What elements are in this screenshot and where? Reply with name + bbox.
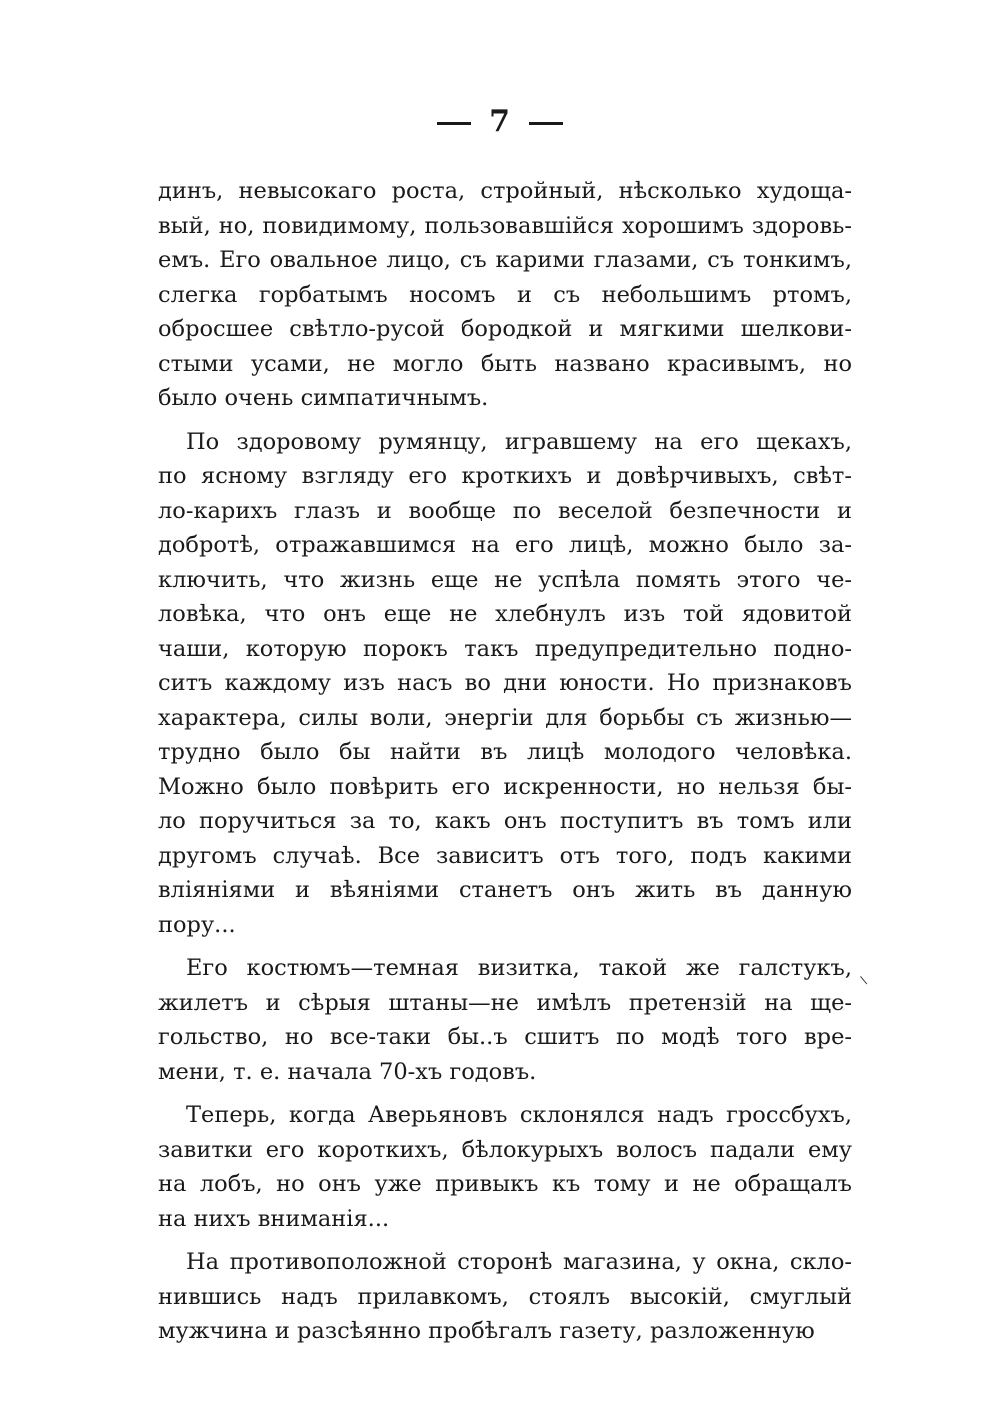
paragraph-gap — [158, 1236, 852, 1245]
text-line: гольство, но все-таки бы..ъ сшитъ по модѣ того вре- — [158, 1024, 852, 1050]
text-line: на лобъ, но онъ уже привыкъ къ тому и не обращалъ — [158, 1171, 852, 1197]
text-line: динъ, невысокаго роста, стройный, нѣсколько худоща- — [158, 178, 852, 204]
print-speck — [860, 970, 875, 985]
text-line: Теперь, когда Аверьяновъ склонялся надъ гроссбухъ, — [186, 1102, 852, 1128]
page-number-header — [0, 104, 1000, 139]
text-line: нившись надъ прилавкомъ, стоялъ высокій, смуглый — [158, 1283, 852, 1310]
paragraph-gap — [158, 416, 852, 425]
text-line: добротѣ, отражавшимся на его лицѣ, можно было за- — [158, 532, 852, 558]
text-line: слегка горбатымъ носомъ и съ небольшимъ ртомъ, — [158, 281, 852, 308]
text-line: пору... — [158, 911, 236, 938]
text-line: ло поручиться за то, какъ онъ поступитъ въ томъ или — [158, 808, 852, 834]
text-line: было очень симпатичнымъ. — [158, 385, 489, 411]
paragraph — [158, 425, 852, 943]
text-line: ключить, что жизнь еще не успѣла помять этого че- — [158, 566, 852, 593]
paragraph — [158, 174, 852, 416]
text-line: емъ. Его овальное лицо, съ карими глазами, съ тонкимъ, — [158, 247, 852, 273]
paragraph — [158, 951, 852, 1089]
text-line: чаши, которую порокъ такъ предупредительно подно- — [158, 635, 852, 662]
text-line: трудно было бы найти въ лицѣ молодого человѣка. — [158, 739, 852, 765]
text-line: характера, силы воли, энергіи для борьбы съ жизнью— — [158, 704, 852, 731]
page-number: 7 — [489, 104, 511, 139]
text-line: Его костюмъ—темная визитка, такой же галстукъ, — [186, 955, 852, 981]
text-line: по ясному взгляду его кроткихъ и довѣрчивыхъ, свѣт- — [158, 463, 852, 489]
paragraph-gap — [158, 1089, 852, 1098]
text-line: на нихъ вниманія... — [158, 1205, 390, 1232]
paragraph — [158, 1098, 852, 1236]
text-line: мени, т. е. начала 70-хъ годовъ. — [158, 1058, 537, 1085]
text-line: ситъ каждому изъ насъ во дни юности. Но признаковъ — [158, 670, 852, 696]
text-line: вый, но, повидимому, пользовавшійся хорошимъ здоровь- — [158, 212, 852, 239]
text-line: другомъ случаѣ. Все зависитъ отъ того, подъ какими — [158, 842, 852, 869]
paragraph-gap — [158, 942, 852, 951]
text-line: ловѣка, что онъ еще не хлебнулъ изъ той ядовитой — [158, 601, 852, 627]
text-line: жилетъ и сѣрыя штаны—не имѣлъ претензій на ще- — [158, 989, 852, 1016]
left-dash — [437, 122, 471, 125]
text-line: Можно было повѣрить его искренности, но нельзя бы- — [158, 773, 852, 800]
body-text — [158, 174, 852, 1349]
text-line: вліяніями и вѣяніями станетъ онъ жить въ данную — [158, 877, 852, 903]
right-dash — [529, 122, 563, 125]
text-line: завитки его короткихъ, бѣлокурыхъ волосъ падали ему — [158, 1136, 852, 1163]
text-line: ло-карихъ глазъ и вообще по веселой безпечности и — [158, 497, 852, 524]
text-line: обросшее свѣтло-русой бородкой и мягкими шелкови- — [158, 316, 852, 342]
text-line: На противоположной сторонѣ магазина, у окна, скло- — [186, 1249, 852, 1275]
text-line: По здоровому румянцу, игравшему на его щекахъ, — [186, 428, 852, 455]
text-line: стыми усами, не могло быть названо красивымъ, но — [158, 350, 852, 377]
paragraph — [158, 1245, 852, 1349]
text-line: мужчина и разсѣянно пробѣгалъ газету, разложенную — [158, 1318, 815, 1344]
